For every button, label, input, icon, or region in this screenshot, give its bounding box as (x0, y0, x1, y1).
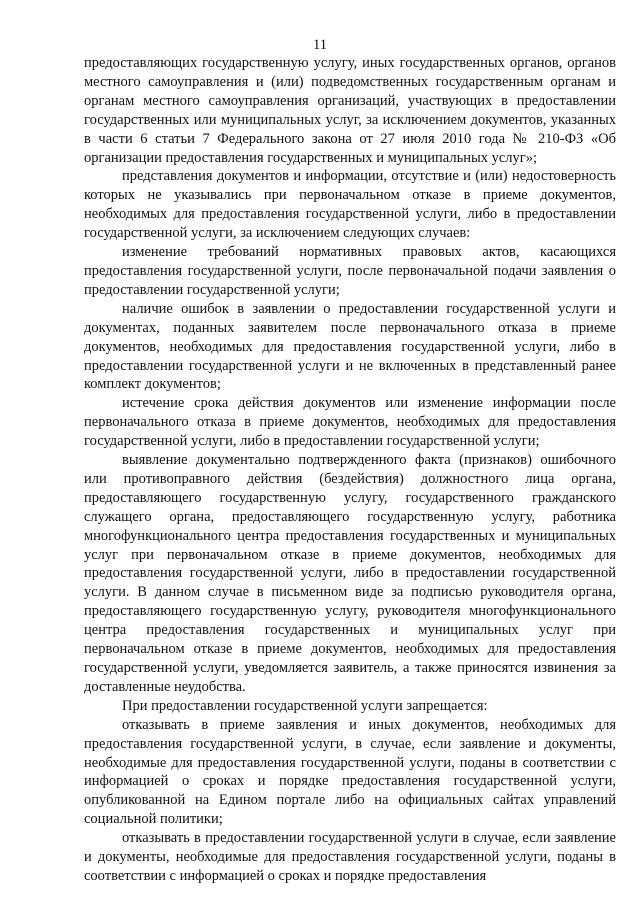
paragraph: наличие ошибок в заявлении о предоставлении государственной услуги и документах, поданных заявителем после первоначального отказа в приеме документов, необходимых для предоставления государственной услуги, либо в предоставлении государственной услуги и не включенных в представленный ранее комплект документов; (84, 300, 616, 393)
paragraph: истечение срока действия документов или изменение информации после первоначального отказа в приеме документов, необходимых для предоставления государственной услуги, либо в предоставлении государственной услуги; (84, 395, 616, 450)
paragraph: отказывать в предоставлении государственной услуги в случае, если заявление и документы, необходимые для предоставления государственной услуги, поданы в соответствии с информацией о сроках и порядке предоставления (84, 830, 616, 884)
paragraph: представления документов и информации, отсутствие и (или) недостоверность которых не указывались при первоначальном отказе в приеме документов, необходимых для предоставления государственной услуги, либо в предоставлении государственной услуги, за исключением следующих случаев: (84, 168, 616, 242)
paragraph: выявление документально подтвержденного факта (признаков) ошибочного или противоправного действия (бездействия) должностного лица органа, предоставляющего государственную услугу, государственного гражданского служащего органа, предоставляющего государственную услугу, работника многофункционального центра предоставления государственных и муниципальных услуг при первоначальном отказе в приеме документов, необходимых для предоставления государственной услуги, либо в предоставлении государственной услуги. В данном случае в письменном виде за подписью руководителя органа, предоставляющего государственную услугу, руководителя многофункционального центра предоставления государственных и муниципальных услуг при первоначальном отказе в приеме документов, необходимых для предоставления государственной услуги, уведомляется заявитель, а также приносятся извинения за доставленные неудобства. (84, 452, 616, 695)
paragraph: При предоставлении государственной услуги запрещается: (122, 697, 488, 714)
document-body (84, 54, 616, 886)
page-number: 11 (313, 37, 327, 53)
paragraph: изменение требований нормативных правовых актов, касающихся предоставления государственной услуги, после первоначальной подачи заявления о предоставлении государственной услуги; (84, 244, 616, 298)
paragraph: отказывать в приеме заявления и иных документов, необходимых для предоставления государственной услуги, в случае, если заявление и документы, необходимые для предоставления государственной услуги, поданы в соответствии с информацией о сроках и порядке предоставления государственной услуги, опубликованной на Едином портале либо на официальных сайтах управлений социальной политики; (84, 716, 616, 828)
paragraph-continuation: предоставляющих государственную услугу, иных государственных органов, органов местного самоуправления и (или) подведомственных государственным органам и органам местного самоуправления организаций, участвующих в предоставлении государственных или муниципальных услуг, за исключением документов, указанных в части 6 статьи 7 Федерального закона от 27 июля 2010 года № 210-ФЗ «Об организации предоставления государственных и муниципальных услуг»; (84, 55, 616, 166)
